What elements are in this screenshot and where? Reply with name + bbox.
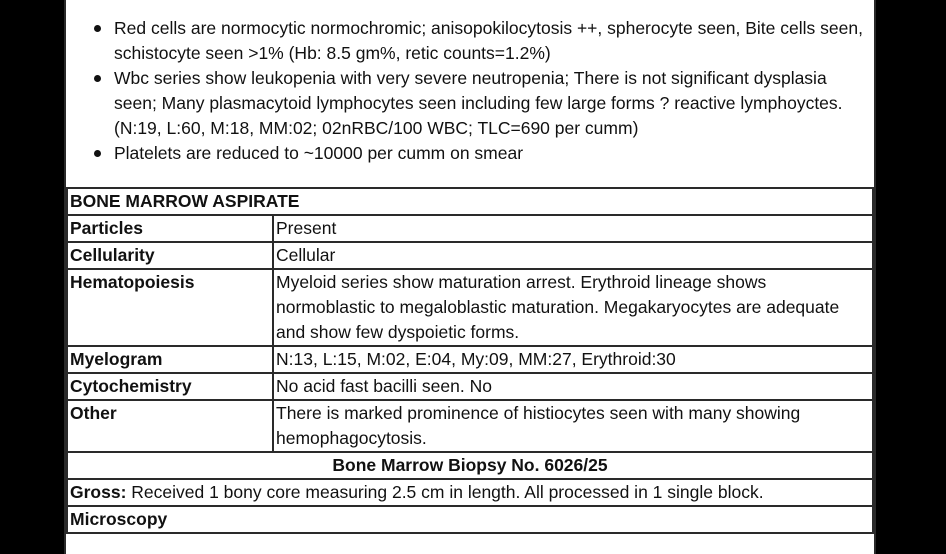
gross-text: Received 1 bony core measuring 2.5 cm in length. All processed in 1 single block.	[126, 482, 764, 502]
table-row	[67, 269, 873, 346]
bone-marrow-table	[66, 187, 874, 534]
row-value: Present	[273, 215, 873, 242]
gross-label: Gross:	[70, 482, 127, 502]
row-label: Cellularity	[67, 242, 273, 269]
table-row	[67, 188, 873, 215]
aspirate-heading: BONE MARROW ASPIRATE	[67, 188, 873, 215]
row-value: Myeloid series show maturation arrest. Erythroid lineage shows normoblastic to megaloblastic maturation. Megakaryocytes are adequate and show few dyspoietic forms.	[273, 269, 873, 346]
table-row	[67, 215, 873, 242]
row-value: No acid fast bacilli seen. No	[273, 373, 873, 400]
table-row	[67, 452, 873, 479]
row-label: Other	[67, 400, 273, 452]
list-item: Wbc series show leukopenia with very severe neutropenia; There is not significant dysplasia seen; Many plasmacytoid lymphocytes seen including few large forms ? reactive lymphoyctes. (N:19, L:60, M:18, MM:02; 02nRBC/100 WBC; TLC=690 per cumm)	[66, 66, 874, 141]
table-row	[67, 506, 873, 533]
table-row	[67, 346, 873, 373]
list-item: Red cells are normocytic normochromic; anisopokilocytosis ++, spherocyte seen, Bite cells seen, schistocyte seen >1% (Hb: 8.5 gm%, retic counts=1.2%)	[66, 16, 874, 66]
smear-findings-list	[66, 0, 874, 166]
table-row	[67, 479, 873, 506]
list-item: Platelets are reduced to ~10000 per cumm on smear	[66, 141, 874, 166]
table-row	[67, 373, 873, 400]
row-value: There is marked prominence of histiocytes seen with many showing hemophagocytosis.	[273, 400, 873, 452]
biopsy-heading: Bone Marrow Biopsy No. 6026/25	[67, 452, 873, 479]
row-label: Particles	[67, 215, 273, 242]
row-value: N:13, L:15, M:02, E:04, My:09, MM:27, Erythroid:30	[273, 346, 873, 373]
gross-description	[67, 479, 873, 506]
table-row	[67, 242, 873, 269]
table-row	[67, 400, 873, 452]
row-label: Cytochemistry	[67, 373, 273, 400]
row-label: Myelogram	[67, 346, 273, 373]
row-label: Hematopoiesis	[67, 269, 273, 346]
microscopy-heading: Microscopy	[67, 506, 873, 533]
report-page	[64, 0, 876, 554]
row-value: Cellular	[273, 242, 873, 269]
